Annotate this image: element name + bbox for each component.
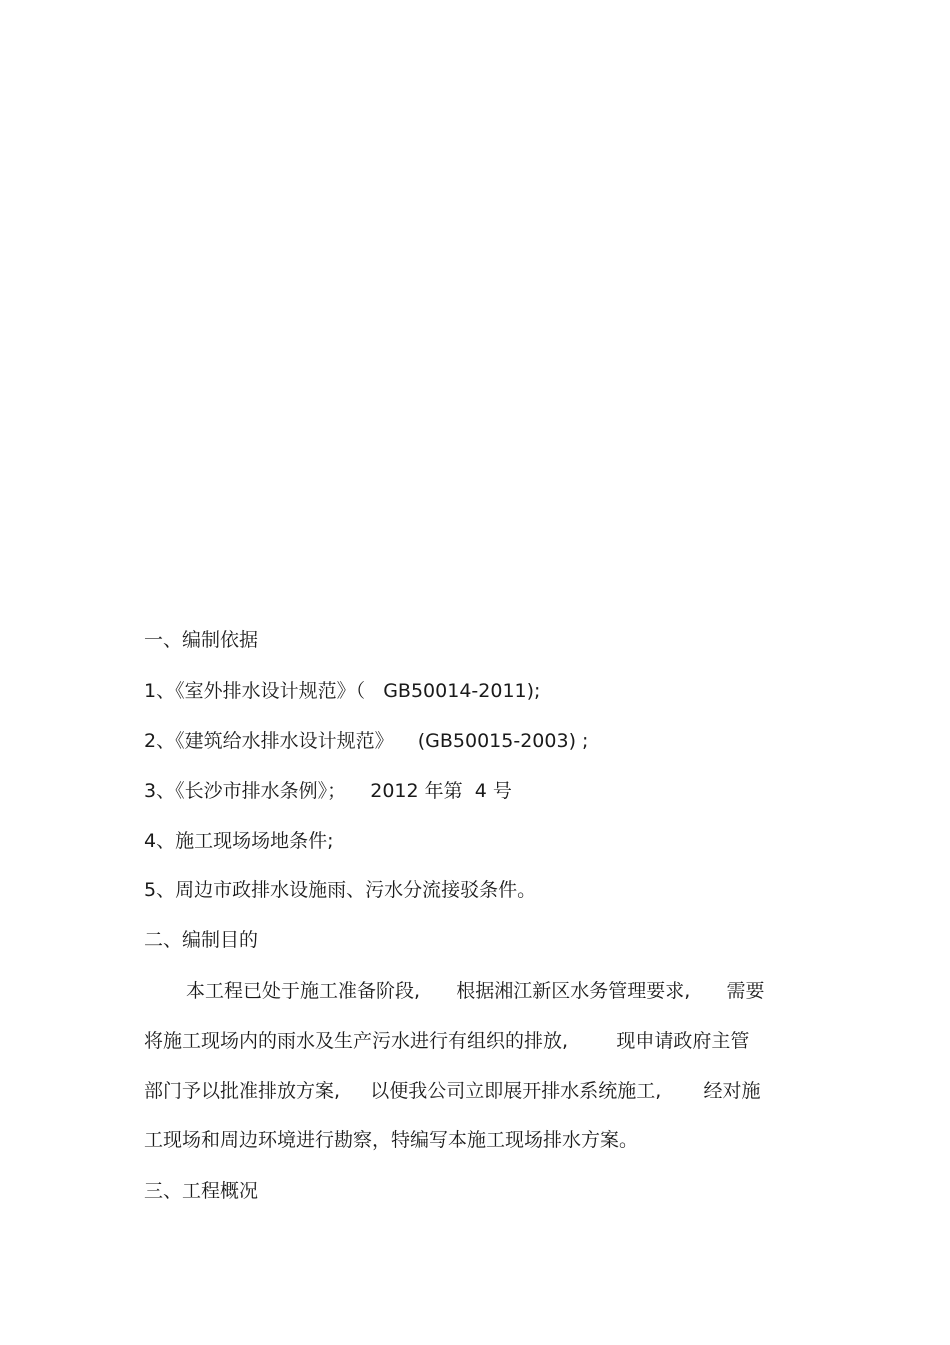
- purpose-paragraph-line-2: 将施工现场内的雨水及生产污水进行有组织的排放, 现申请政府主管: [144, 1030, 750, 1052]
- basis-item-1: 1、《室外排水设计规范》（ GB50014-2011);: [144, 680, 541, 702]
- purpose-paragraph-line-4: 工现场和周边环境进行勘察，特编写本施工现场排水方案。: [144, 1129, 639, 1151]
- purpose-paragraph-line-1: 本工程已处于施工准备阶段, 根据湘江新区水务管理要求, 需要: [186, 980, 765, 1002]
- basis-item-4: 4、施工现场场地条件;: [144, 830, 334, 852]
- purpose-paragraph-line-3: 部门予以批准排放方案, 以便我公司立即展开排水系统施工, 经对施: [144, 1080, 761, 1102]
- section-heading-purpose: 二、编制目的: [144, 929, 259, 951]
- basis-item-3: 3、《长沙市排水条例》； 2012 年第 4 号: [144, 780, 512, 802]
- basis-item-2: 2、《建筑给水排水设计规范》 (GB50015-2003) ;: [144, 730, 589, 752]
- basis-item-5: 5、周边市政排水设施雨、污水分流接驳条件。: [144, 879, 537, 901]
- section-heading-overview: 三、工程概况: [144, 1180, 259, 1202]
- section-heading-basis: 一、编制依据: [144, 629, 259, 651]
